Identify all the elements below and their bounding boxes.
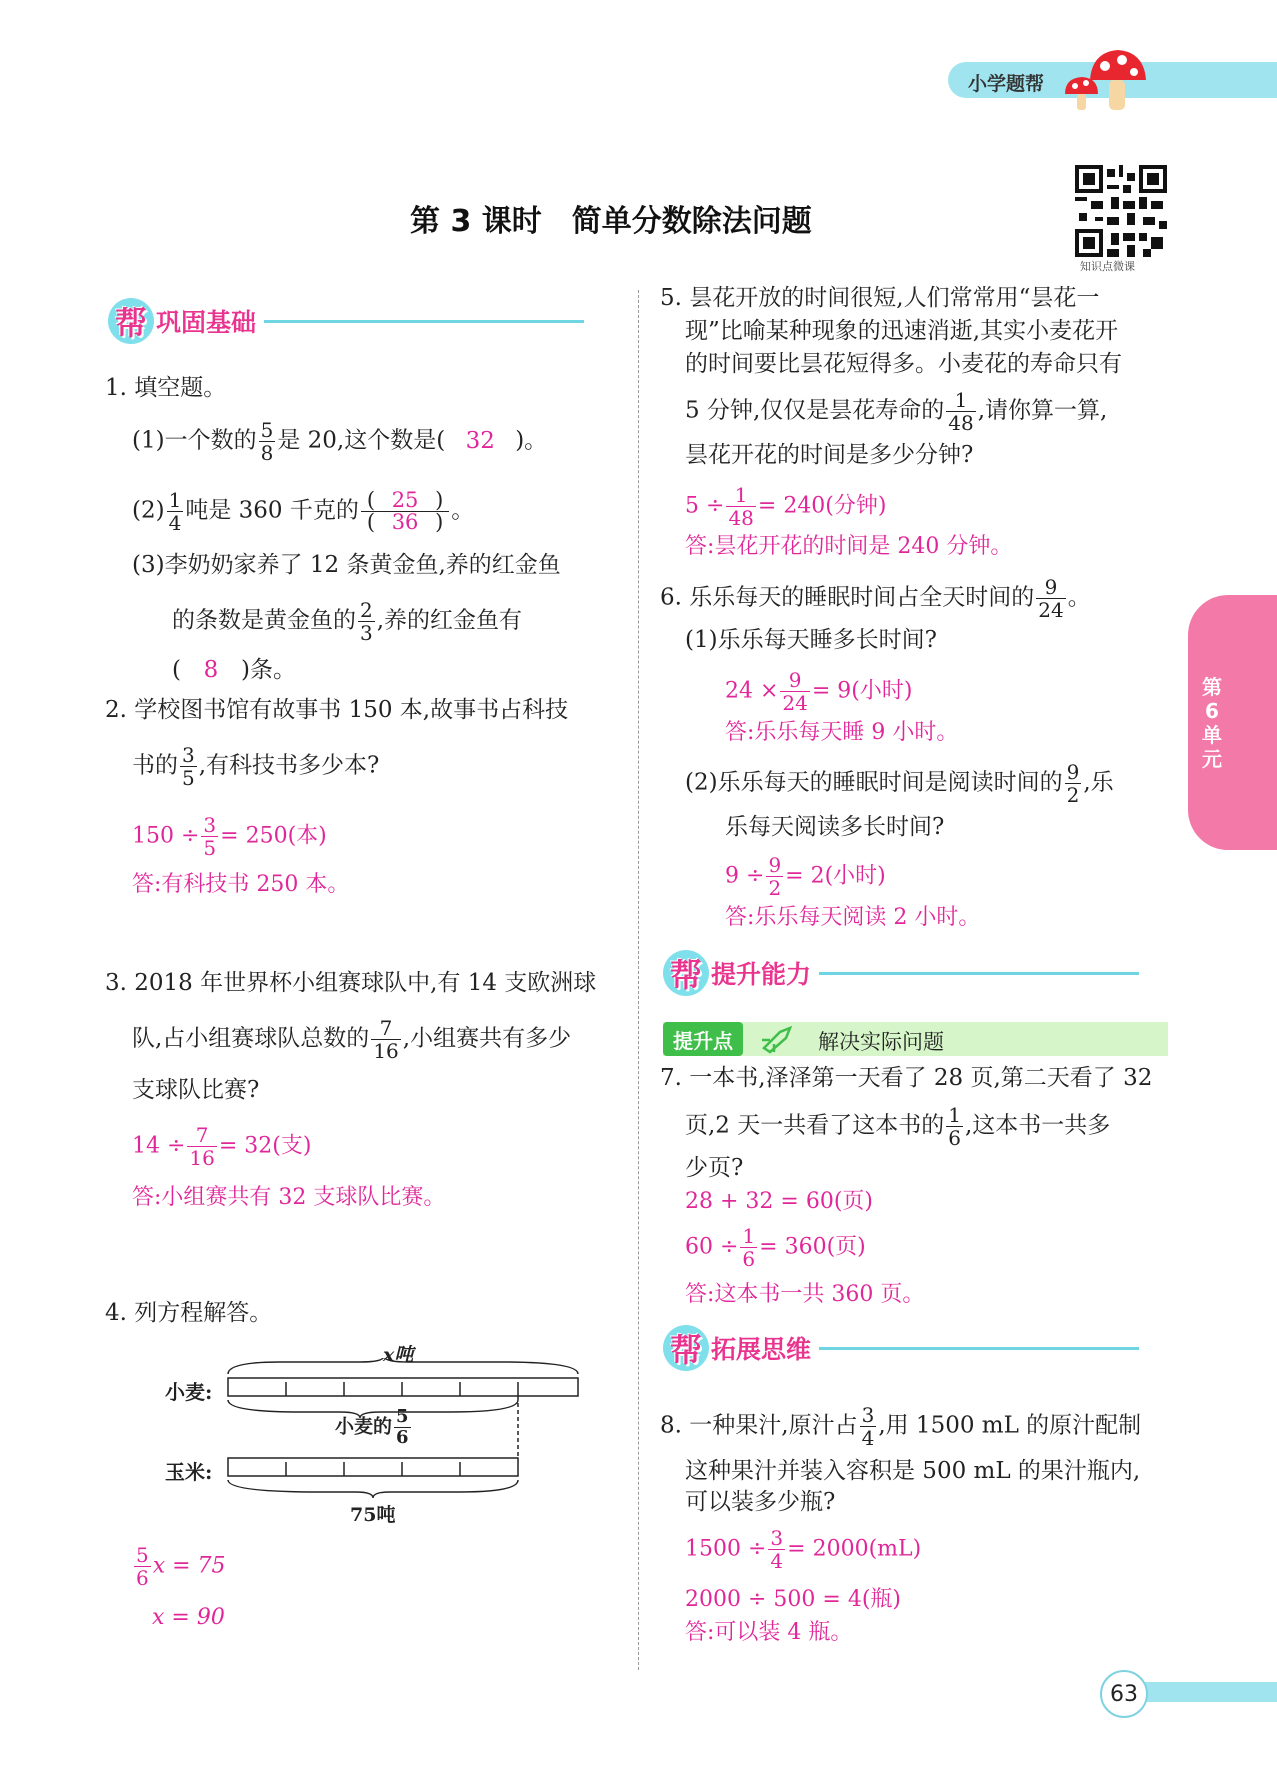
q4-bottom-label: 75吨	[350, 1504, 396, 1526]
section-rule	[819, 972, 1139, 975]
section-improve-header	[663, 950, 1139, 996]
column-divider	[638, 290, 639, 1670]
q7-calc1: 28 + 32 = 60(页)	[685, 1189, 873, 1214]
page-number: 63	[1100, 1670, 1148, 1718]
section-rule	[819, 1347, 1139, 1350]
q4-equation1: $\frac{5}{6}$ x = 75	[136, 1543, 226, 1590]
q1-part1: (1)一个数的 $\frac{5}{8}$ 是 20,这个数是( 32 )。	[132, 418, 548, 465]
q1-part3-line3: ( 8 )条。	[172, 657, 296, 683]
q8-line1: 8. 一种果汁,原汁占 $\frac{3}{4}$ ,用 1500 mL 的原汁配制	[660, 1403, 1142, 1450]
qr-code-icon[interactable]	[1075, 165, 1167, 257]
section-basic-header	[108, 298, 584, 344]
q7-line3: 少页?	[685, 1155, 744, 1181]
q3-line3: 支球队比赛?	[132, 1077, 260, 1103]
q8-calc1: 1500 ÷ $\frac{3}{4}$ = 2000(mL)	[685, 1526, 922, 1573]
q3-answer: 答:小组赛共有 32 支球队比赛。	[132, 1185, 446, 1210]
section-rule	[264, 320, 584, 323]
q8-answer: 答:可以装 4 瓶。	[685, 1620, 853, 1645]
q1-p2-answer-num: 25	[391, 488, 419, 512]
q1-p3-answer: 8	[203, 657, 219, 683]
q3-calc: 14 ÷ $\frac{7}{16}$ = 32(支)	[132, 1123, 312, 1170]
q2-answer: 答:有科技书 250 本。	[132, 872, 350, 897]
q5-calc: 5 ÷ $\frac{1}{48}$ = 240(分钟)	[685, 483, 887, 530]
q8-line3: 可以装多少瓶?	[685, 1489, 836, 1515]
q3-line1: 3. 2018 年世界杯小组赛球队中,有 14 支欧洲球	[105, 970, 597, 996]
q4-mid-label: 小麦的 $\frac{5}{6}$	[335, 1406, 409, 1448]
q7-line1: 7. 一本书,泽泽第一天看了 28 页,第二天看了 32	[660, 1065, 1153, 1091]
q5-answer: 答:昙花开花的时间是 240 分钟。	[685, 534, 1013, 559]
rocket-icon	[760, 1024, 796, 1054]
q4-title: 4. 列方程解答。	[105, 1300, 273, 1326]
tag-text: 解决实际问题	[818, 1030, 944, 1054]
q1-part3-line1: (3)李奶奶家养了 12 条黄金鱼,养的红金鱼	[132, 552, 561, 578]
section-title: 巩固基础	[156, 308, 257, 337]
section-expand-header	[663, 1325, 1139, 1371]
q1-part2: (2) $\frac{1}{4}$ 吨是 360 千克的 $\frac{( 25 )}{( 36 )}$ 。	[132, 488, 475, 535]
q5-line2: 现”比喻某种现象的迅速消逝,其实小麦花开	[685, 318, 1119, 344]
q6-answer2: 答:乐乐每天阅读 2 小时。	[725, 905, 981, 930]
q2-line2: 书的 $\frac{3}{5}$ ,有科技书多少本?	[132, 743, 380, 790]
q6-sub2-line2: 乐每天阅读多长时间?	[725, 814, 945, 840]
q1-title: 1. 填空题。	[105, 375, 227, 401]
q1-p2-answer-den: 36	[391, 510, 419, 534]
bang-badge: 帮	[663, 1325, 709, 1371]
q4-corn-label: 玉米:	[165, 1460, 213, 1484]
q6-sub1: (1)乐乐每天睡多长时间?	[685, 627, 937, 653]
section-title: 提升能力	[711, 960, 812, 989]
q3-line2: 队,占小组赛球队总数的 $\frac{7}{16}$ ,小组赛共有多少	[132, 1016, 572, 1063]
q8-line2: 这种果汁并装入容积是 500 mL 的果汁瓶内,	[685, 1458, 1141, 1484]
q5-line1: 5. 昙花开放的时间很短,人们常常用“昙花一	[660, 285, 1100, 311]
bang-badge: 帮	[108, 298, 154, 344]
q4-x-label: x吨	[383, 1344, 414, 1366]
q2-line1: 2. 学校图书馆有故事书 150 本,故事书占科技	[105, 697, 569, 723]
q5-line3: 的时间要比昙花短得多。小麦花的寿命只有	[685, 351, 1122, 377]
q5-line5: 昙花开花的时间是多少分钟?	[685, 442, 974, 468]
bang-badge: 帮	[663, 950, 709, 996]
tag-label: 提升点	[663, 1022, 743, 1056]
q6-calc2: 9 ÷ $\frac{9}{2}$ = 2(小时)	[725, 853, 886, 900]
qr-caption: 知识点微课	[1080, 260, 1135, 273]
section-title: 拓展思维	[711, 1335, 812, 1364]
q2-calc: 150 ÷ $\frac{3}{5}$ = 250(本)	[132, 813, 327, 860]
q7-line2: 页,2 天一共看了这本书的 $\frac{1}{6}$ ,这本书一共多	[685, 1103, 1111, 1150]
q4-equation2: x = 90	[152, 1605, 225, 1630]
page-title: 第 3 课时 简单分数除法问题	[410, 204, 812, 239]
mushroom-icon	[1060, 44, 1150, 116]
q6-sub2: (2)乐乐每天的睡眠时间是阅读时间的 $\frac{9}{2}$ ,乐	[685, 760, 1114, 807]
brand-label: 小学题帮	[968, 73, 1045, 95]
q8-calc2: 2000 ÷ 500 = 4(瓶)	[685, 1587, 901, 1612]
unit-tab-label: 第 6 单 元	[1202, 675, 1222, 771]
q1-part3-line2: 的条数是黄金鱼的 $\frac{2}{3}$ ,养的红金鱼有	[172, 598, 523, 645]
q6-line1: 6. 乐乐每天的睡眠时间占全天时间的 $\frac{9}{24}$ 。	[660, 575, 1091, 622]
q5-line4: 5 分钟,仅仅是昙花寿命的 $\frac{1}{48}$ ,请你算一算,	[685, 388, 1108, 435]
q1-p1-answer: 32	[465, 427, 495, 454]
q6-calc1: 24 × $\frac{9}{24}$ = 9(小时)	[725, 668, 913, 715]
q7-calc2: 60 ÷ $\frac{1}{6}$ = 360(页)	[685, 1224, 866, 1271]
q4-wheat-label: 小麦:	[165, 1380, 213, 1404]
q6-answer1: 答:乐乐每天睡 9 小时。	[725, 720, 959, 745]
q7-answer: 答:这本书一共 360 页。	[685, 1282, 925, 1307]
